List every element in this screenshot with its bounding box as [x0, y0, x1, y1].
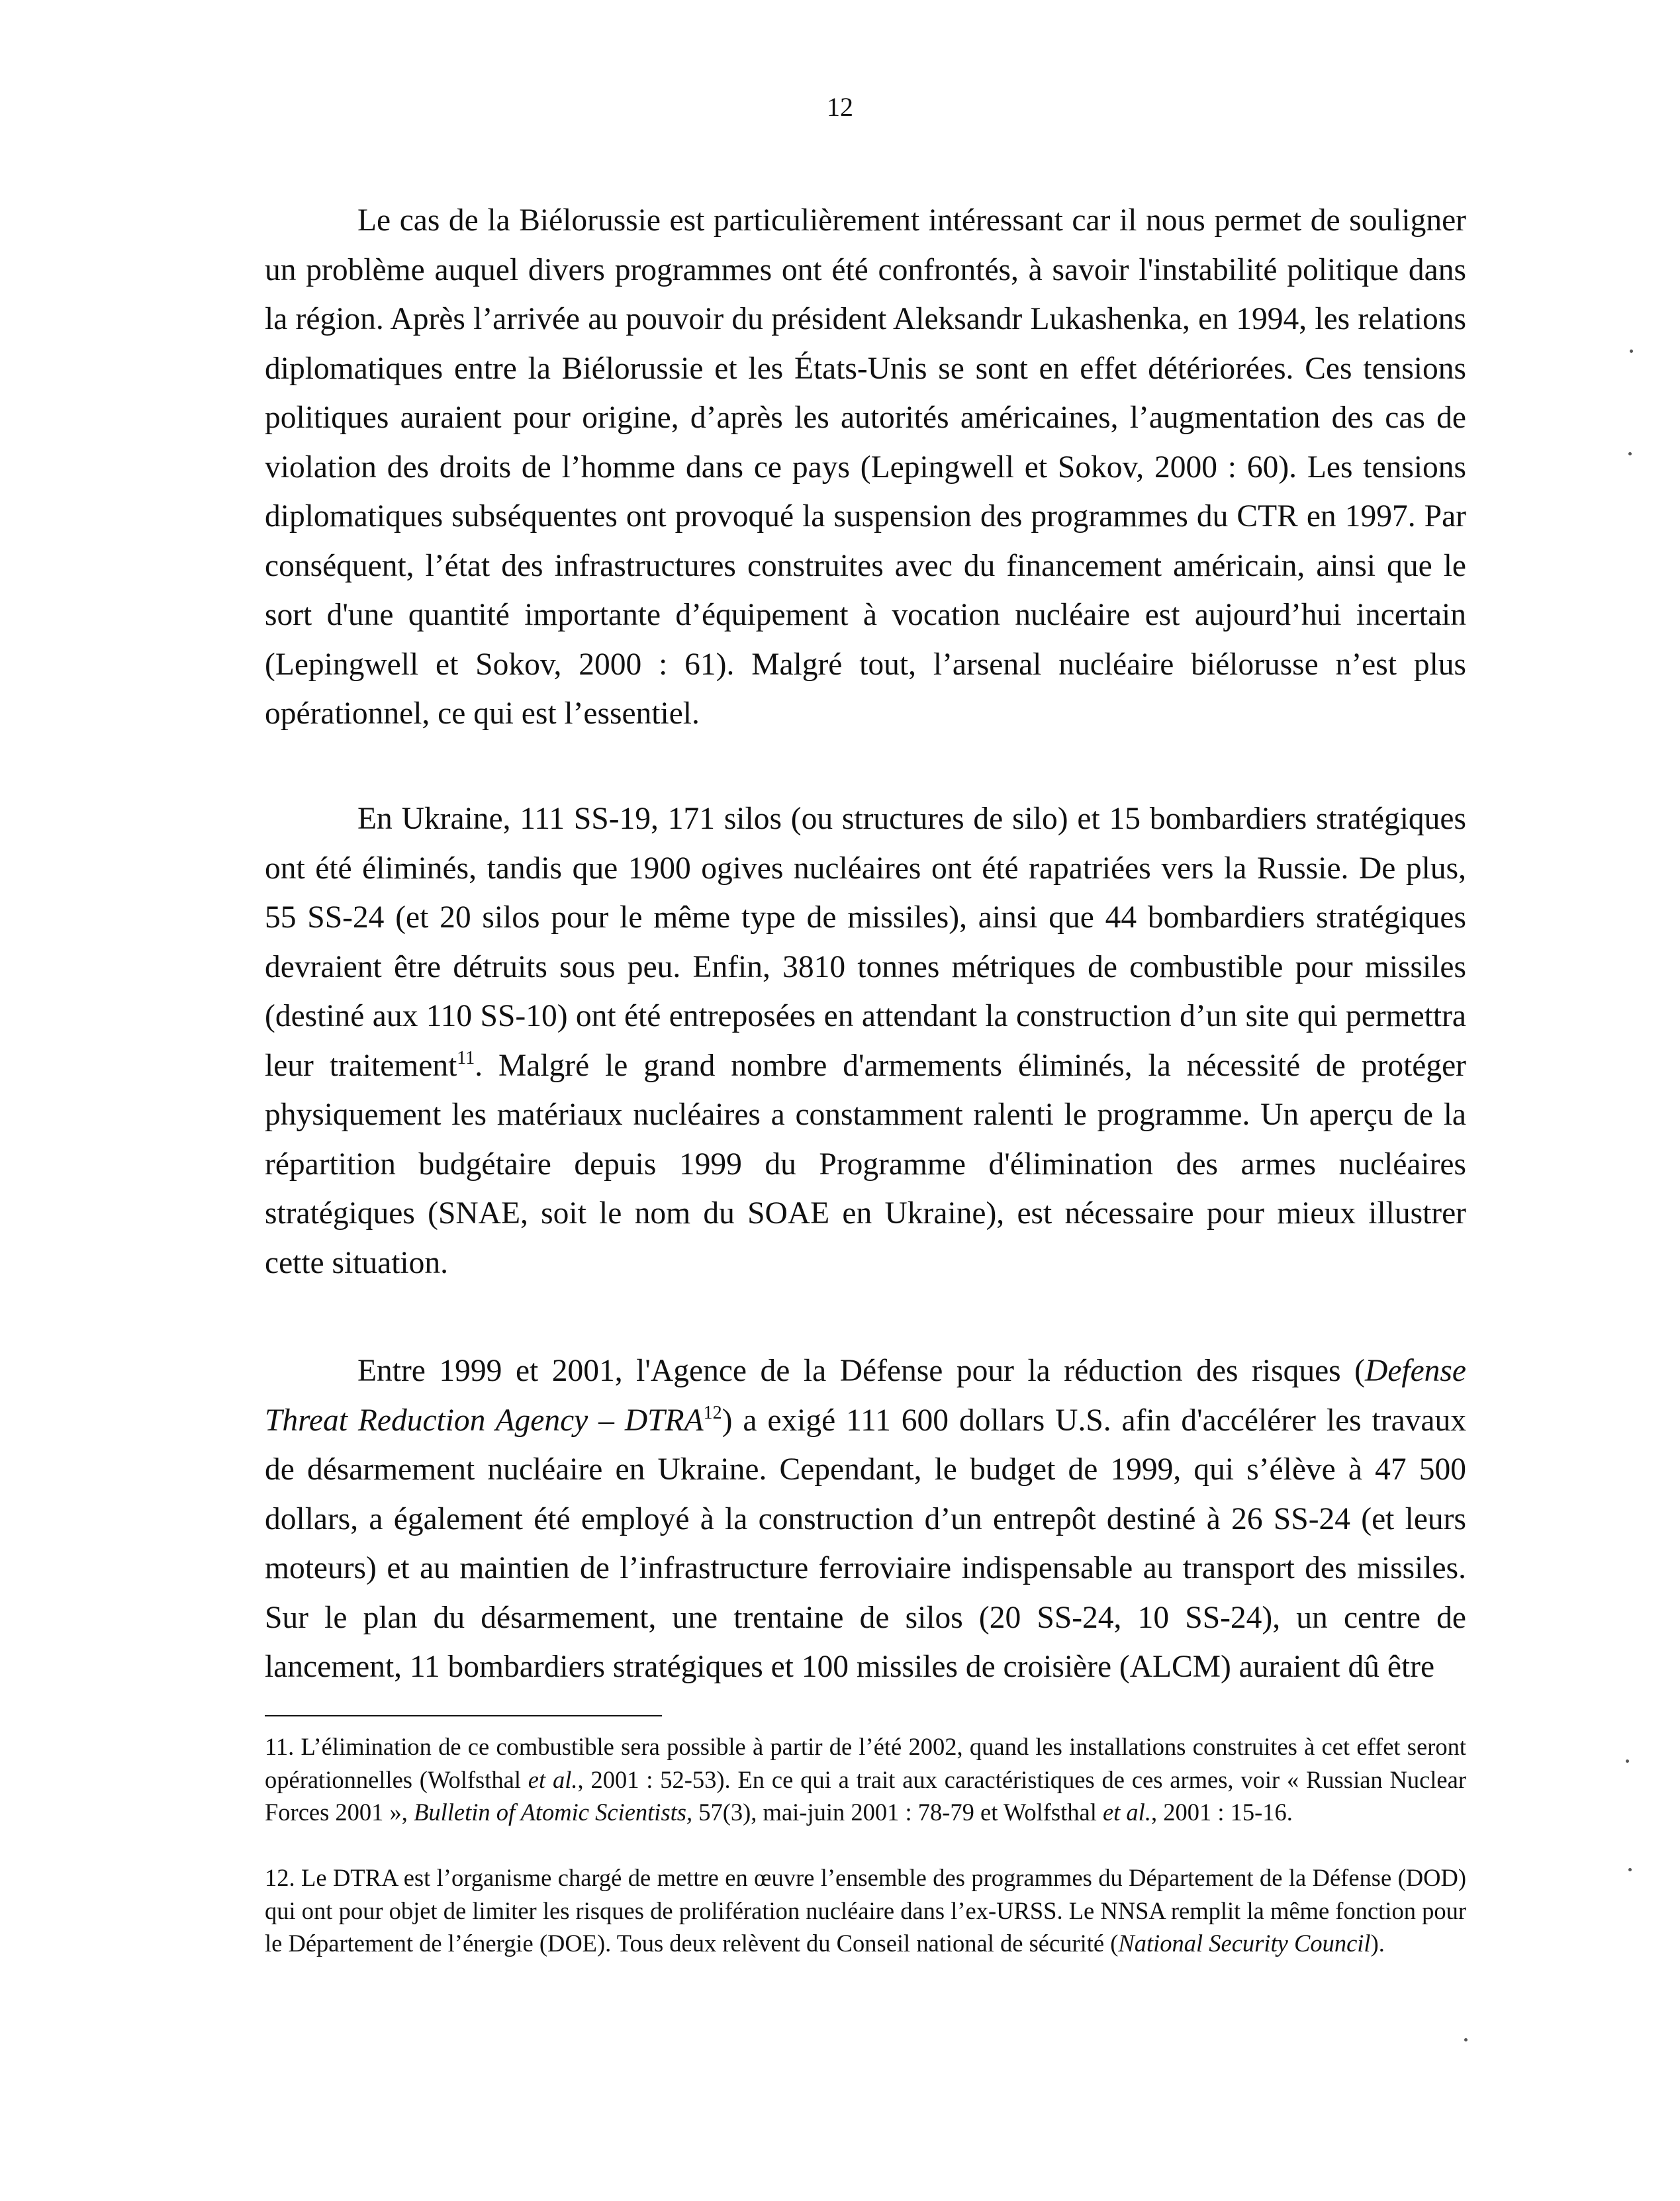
scan-speck — [1628, 1868, 1632, 1871]
footnote-12-text-2: ). — [1370, 1930, 1385, 1957]
footnote-ref-12: 12 — [703, 1402, 722, 1423]
paragraph-dtra-text-cont: ) a exigé 111 600 dollars U.S. afin d'accélérer les travaux de désarmement nucléaire en Ukraine. Cependant, le budget de 1999, qui s’élève à 47 500 dollars, a également été employé à la construction d’un entrepôt destiné à 26 SS-24 (et leurs moteurs) et au maintien de l’infrastructure ferroviaire indispensable au transport des missiles. Sur le plan du désarmement, une trentaine de silos (20 SS-24, 10 SS-24), un centre de lancement, 11 bombardiers stratégiques et 100 missiles de croisière (ALCM) auraient dû être — [265, 1403, 1466, 1684]
paragraph-dtra-text: Entre 1999 et 2001, l'Agence de la Défense pour la réduction des risques ( — [357, 1354, 1366, 1388]
footnote-12-text: 12. Le DTRA est l’organisme chargé de mettre en œuvre l’ensemble des programmes du Département de la Défense (DOD) qui ont pour objet de limiter les risques de prolifération nucléaire dans l’ex-URSS. Le NNSA remplit la même fonction pour le Département de l’énergie (DOE). Tous deux relèvent du Conseil national de sécurité ( — [265, 1864, 1466, 1957]
paragraph-ukraine — [265, 794, 1466, 1288]
paragraph-belarus — [265, 196, 1466, 739]
agency-name-italic: Defense Threat Reduction Agency – DTRA — [265, 1354, 1466, 1438]
footnote-ref-11: 11 — [457, 1047, 475, 1068]
paragraph-ukraine-text: En Ukraine, 111 SS-19, 171 silos (ou structures de silo) et 15 bombardiers stratégiques ont été éliminés, tandis que 1900 ogives nucléaires ont été rapatriées vers la Russie. De plus, 55 SS-24 (et 20 silos pour le même type de missiles), ainsi que 44 bombardiers stratégiques devraient être détruits sous peu. Enfin, 3810 tonnes métriques de combustible pour missiles (destiné aux 110 SS-10) ont été entreposées en attendant la construction d’un site qui permettra leur traitement — [265, 802, 1466, 1083]
scan-speck — [1630, 350, 1633, 353]
scan-speck — [1628, 452, 1632, 455]
footnote-11-text-2: , 2001 : 52-53). En ce qui a trait aux caractéristiques de ces armes, voir « Russian Nuclear Forces 2001 », — [265, 1765, 1466, 1826]
paragraph-belarus-text: Le cas de la Biélorussie est particulièrement intéressant car il nous permet de souligner un problème auquel divers programmes ont été confrontés, à savoir l'instabilité politique dans la région. Après l’arrivée au pouvoir du président Aleksandr Lukashenka, en 1994, les relations diplomatiques entre la Biélorussie et les États-Unis se sont en effet détériorées. Ces tensions politiques auraient pour origine, d’après les autorités américaines, l’augmentation des cas de violation des droits de l’homme dans ce pays (Lepingwell et Sokov, 2000 : 60). Les tensions diplomatiques subséquentes ont provoqué la suspension des programmes du CTR en 1997. Par conséquent, l’état des infrastructures construites avec du financement américain, ainsi que le sort d'une quantité importante d’équipement à vocation nucléaire est aujourd’hui incertain (Lepingwell et Sokov, 2000 : 61). Malgré tout, l’arsenal nucléaire biélorusse n’est plus opérationnel, ce qui est l’essentiel. — [265, 203, 1466, 731]
footnote-11-journal: Bulletin of Atomic Scientists, — [414, 1799, 693, 1826]
paragraph-ukraine-text-cont: . Malgré le grand nombre d'armements éliminés, la nécessité de protéger physiquement les matériaux nucléaires a constamment ralenti le programme. Un aperçu de la répartition budgétaire depuis 1999 du Programme d'élimination des armes nucléaires stratégiques (SNAE, soit le nom du SOAE en Ukraine), est nécessaire pour mieux illustrer cette situation. — [265, 1048, 1467, 1280]
page-number: 12 — [827, 92, 853, 122]
footnote-11-text: 11. L’élimination de ce combustible sera possible à partir de l’été 2002, quand les installations construites à cet effet seront opérationnelles (Wolfsthal — [265, 1733, 1466, 1793]
footnote-11 — [265, 1730, 1466, 1829]
footnote-11-etal-2: et al. — [1102, 1799, 1151, 1826]
paragraph-dtra-budget — [265, 1346, 1466, 1692]
scan-speck — [1626, 1759, 1629, 1763]
footnote-separator — [265, 1715, 662, 1716]
footnote-11-text-3: 57(3), mai-juin 2001 : 78-79 et Wolfsthal — [692, 1799, 1103, 1826]
footnote-11-etal: et al. — [528, 1765, 578, 1793]
footnote-11-text-4: , 2001 : 15-16. — [1150, 1799, 1293, 1826]
scan-speck — [1464, 2038, 1468, 2041]
footnote-12-council: National Security Council — [1118, 1930, 1371, 1957]
footnote-12 — [265, 1861, 1466, 1960]
